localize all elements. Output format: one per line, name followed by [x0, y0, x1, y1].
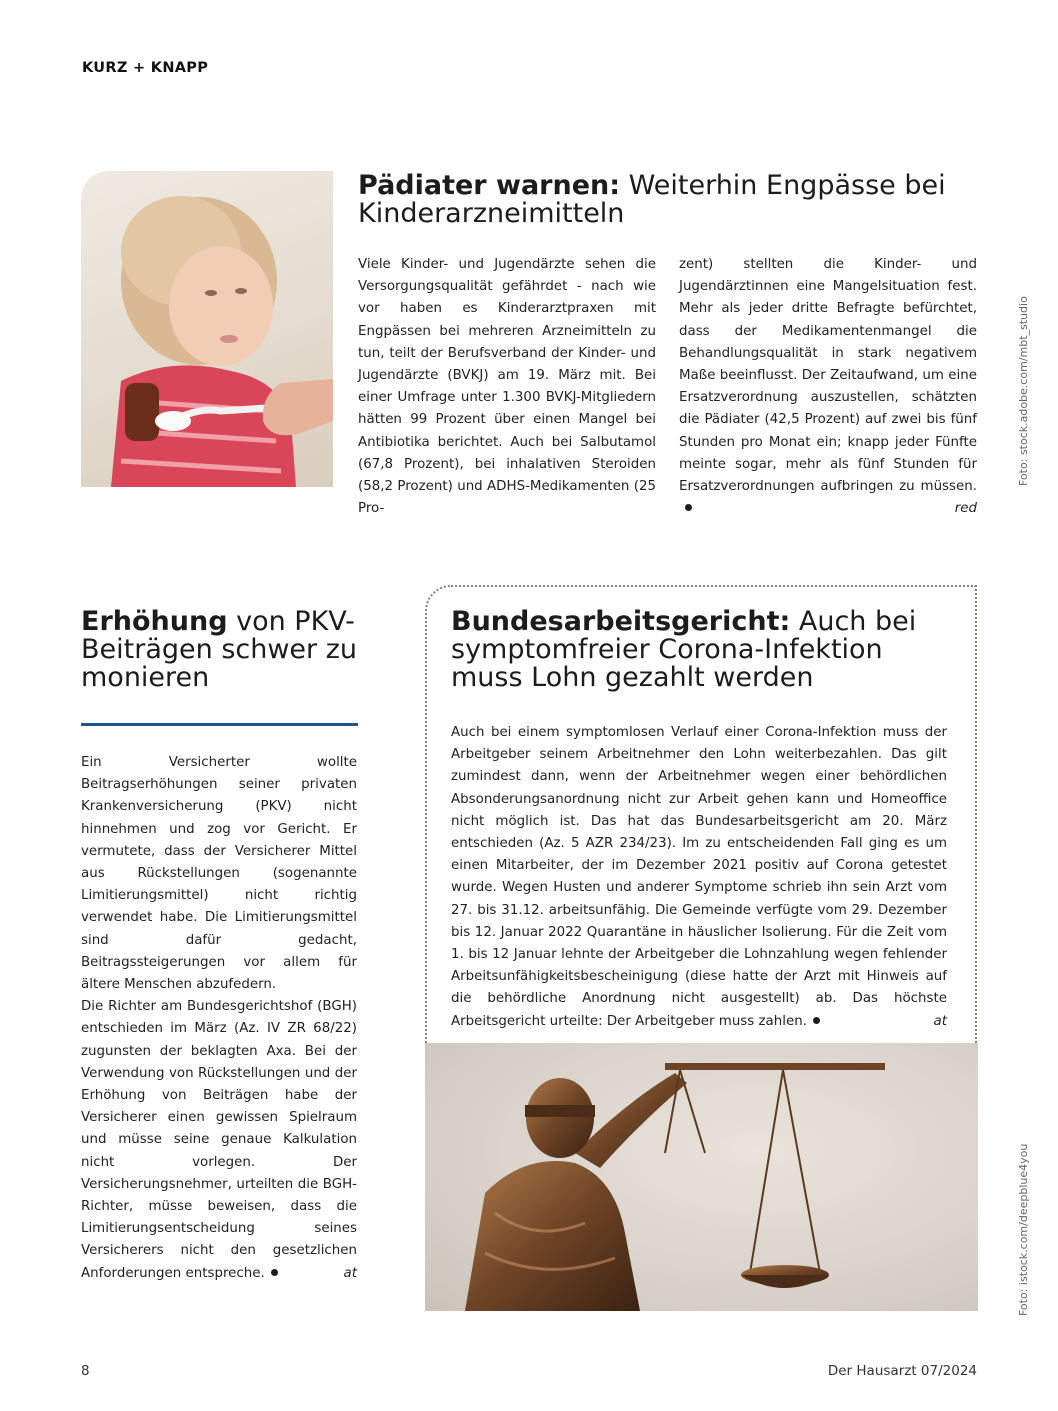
article1-author: red: [954, 501, 977, 517]
article1-column-2: [679, 254, 977, 520]
article3-text: Auch bei einem symptomlosen Verlauf einer Corona-Infektion muss der Arbeitgeber seinem Arbeitnehmer den Lohn weiterbezahlen. Das gilt zumindest dann, wenn der Arbeitnehmer wegen einer behördlichen Absonderungsanordnung nicht zur Arbeit gehen kann und Homeoffice nicht möglich ist. Das hat das Bundesarbeitsgericht am 20. März entschieden (Az. 5 AZR 234/23). Im zu entscheidenden Fall ging es um einen Mitarbeiter, der im Dezember 2021 positiv auf Corona getestet wurde. Wegen Husten und anderer Symptome schrieb ihn sein Arzt vom 27. bis 31.12. arbeitsunfähig. Die Gemeinde verfügte vom 29. Dezember bis 12. Januar 2022 Quarantäne in häuslicher Isolierung. Für die Zeit vom 1. bis 12 Januar lehnte der Arbeitgeber die Lohnzahlung wegen fehlender Arbeitsunfähigkeitsbescheinigung (diese hatte der Arzt mit Hinweis auf die behördliche Anordnung nicht ausgestellt) ab. Das höchste Arbeitsgericht urteilte: Der Arbeitgeber muss zahlen.: [451, 725, 947, 1029]
article3-headline-rest: Auch bei symptomfreier Corona-Infektion muss Lohn gezahlt werden: [451, 606, 917, 693]
blue-divider: [81, 723, 358, 726]
article2-headline-bold: Erhöhung: [81, 606, 228, 637]
article1-headline-bold: Pädiater warnen:: [358, 170, 621, 201]
article1-headline: [358, 172, 968, 228]
page-number: 8: [81, 1363, 90, 1379]
photo-credit-1: Foto: stock.adobe.com/mbt_studio: [1017, 296, 1030, 486]
article3-headline: [451, 608, 951, 692]
end-bullet-icon: [271, 1269, 278, 1276]
article2-headline-rest: von PKV-Beiträgen schwer zu monieren: [81, 606, 357, 693]
child-medicine-photo: [81, 171, 333, 487]
end-bullet-icon: [685, 504, 692, 511]
article3-author: at: [933, 1013, 947, 1029]
article3-headline-bold: Bundesarbeitsgericht:: [451, 606, 791, 637]
article3-body: [451, 722, 947, 1033]
end-bullet-icon: [813, 1017, 820, 1024]
article2-paragraph-1: Ein Versicherter wollte Beitragserhöhungen seiner privaten Krankenversicherung (PKV) nicht hinnehmen und zog vor Gericht. Er vermutete, dass der Versicherer Mittel aus Rückstellungen (sogenannte Limitierungsmittel) nicht richtig verwendet habe. Die Limitierungsmittel sind dafür gedacht, Beitragssteigerungen vor allem für ältere Menschen abzufedern.: [81, 755, 357, 993]
article1-col1-text: Viele Kinder- und Jugendärzte sehen die Versorgungsqualität gefährdet - nach wie vor haben es Kinderarztpraxen mit Engpässen bei mehreren Arzneimitteln zu tun, teilt der Berufsverband der Kinder- und Jugendärzte (BVKJ) am 19. März mit. Bei einer Umfrage unter 1.300 BVKJ-Mitgliedern hätten 99 Prozent über einen Mangel bei Antibiotika berichtet. Auch bei Salbutamol (67,8 Prozent), bei inhalativen Steroiden (58,2 Prozent) und ADHS-Medikamenten (25 Pro-: [358, 257, 656, 517]
child-illustration: [81, 171, 333, 487]
publication-info: Der Hausarzt 07/2024: [827, 1363, 977, 1379]
article2-paragraph-2: Die Richter am Bundesgerichtshof (BGH) entschieden im März (Az. IV ZR 68/22) zugunsten der beklagten Axa. Bei der Verwendung von Rückstellungen und der Erhöhung von Beiträgen habe der Versicherer einen gewissen Spielraum und müsse seine genaue Kalkulation nicht vorlegen. Der Versicherungsnehmer, urteilten die BGH-Richter, müsse beweisen, dass die Limitierungsentscheidung seines Versicherers nicht den gesetzlichen Anforderungen entspreche.: [81, 999, 357, 1281]
article2-author: at: [343, 1265, 357, 1281]
article1-col2-text: zent) stellten die Kinder- und Jugendärztinnen eine Mangelsituation fest. Mehr als jeder dritte Befragte befürchtet, dass der Medikamentenmangel die Behandlungsqualität in stark negativem Maße beeinflusst. Der Zeitaufwand, um eine Ersatzverordnung auszustellen, schätzten die Pädiater (42,5 Prozent) auf zwei bis fünf Stunden pro Monat ein; knapp jeder Fünfte meinte sogar, mehr als fünf Stunden für Ersatzverordnungen aufbringen zu müssen.: [679, 257, 977, 495]
article2-body: [81, 752, 357, 1285]
article2-headline: [81, 608, 371, 692]
article1-column-1: [358, 254, 656, 520]
section-label: KURZ + KNAPP: [82, 60, 209, 76]
justitia-photo: [425, 1043, 978, 1311]
article1-headline-rest: Weiterhin Engpässe bei Kinderarzneimitteln: [358, 170, 946, 229]
justitia-illustration: [425, 1043, 978, 1311]
photo-credit-2: Foto: istock.com/deepblue4you: [1017, 1143, 1030, 1316]
